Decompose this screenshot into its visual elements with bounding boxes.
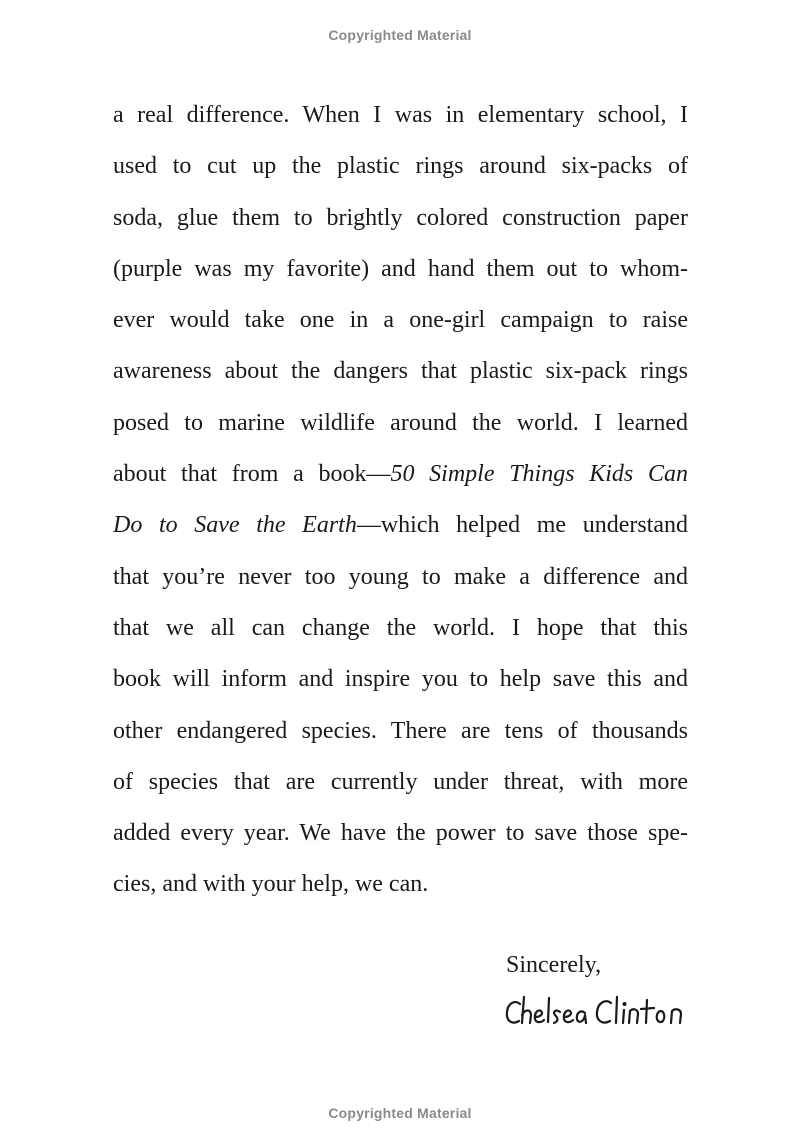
copyright-watermark-top: Copyrighted Material [328, 27, 472, 43]
body-line: used to cut up the plastic rings around six-packs of [113, 153, 688, 180]
body-line [113, 449, 688, 500]
body-line [113, 500, 688, 551]
book-title: 50 Simple Things Kids Can [390, 461, 688, 488]
book-title: Do to Save the Earth [113, 512, 357, 539]
body-line: (purple was my favorite) and hand them out to whom- [113, 255, 688, 282]
body-line: ever would take one in a one-girl campaign to raise [113, 307, 688, 334]
body-line: other endangered species. There are tens of thousands [113, 717, 688, 744]
body-text-run: about that from a book— [113, 461, 391, 488]
body-line: that you’re never too young to make a difference and [113, 563, 688, 590]
letter-body [113, 90, 688, 911]
body-line: cies, and with your help, we can. [113, 871, 429, 898]
body-line: book will inform and inspire you to help save this and [113, 666, 688, 693]
copyright-watermark-bottom: Copyrighted Material [328, 1105, 472, 1121]
body-line: a real difference. When I was in elementary school, I [113, 102, 688, 128]
body-line: awareness about the dangers that plastic six-pack rings [113, 358, 688, 385]
body-line: of species that are currently under threat, with more [113, 768, 688, 795]
body-line: soda, glue them to brightly colored construction paper [113, 204, 688, 231]
body-line: that we all can change the world. I hope that this [113, 614, 688, 641]
closing-salutation: Sincerely, [506, 952, 602, 978]
body-line: added every year. We have the power to save those spe- [113, 820, 688, 847]
body-line: posed to marine wildlife around the world. I learned [113, 409, 688, 436]
body-text-run: —which helped me understand [356, 512, 688, 539]
handwritten-signature [504, 988, 690, 1038]
signature-drawing [504, 988, 690, 1038]
